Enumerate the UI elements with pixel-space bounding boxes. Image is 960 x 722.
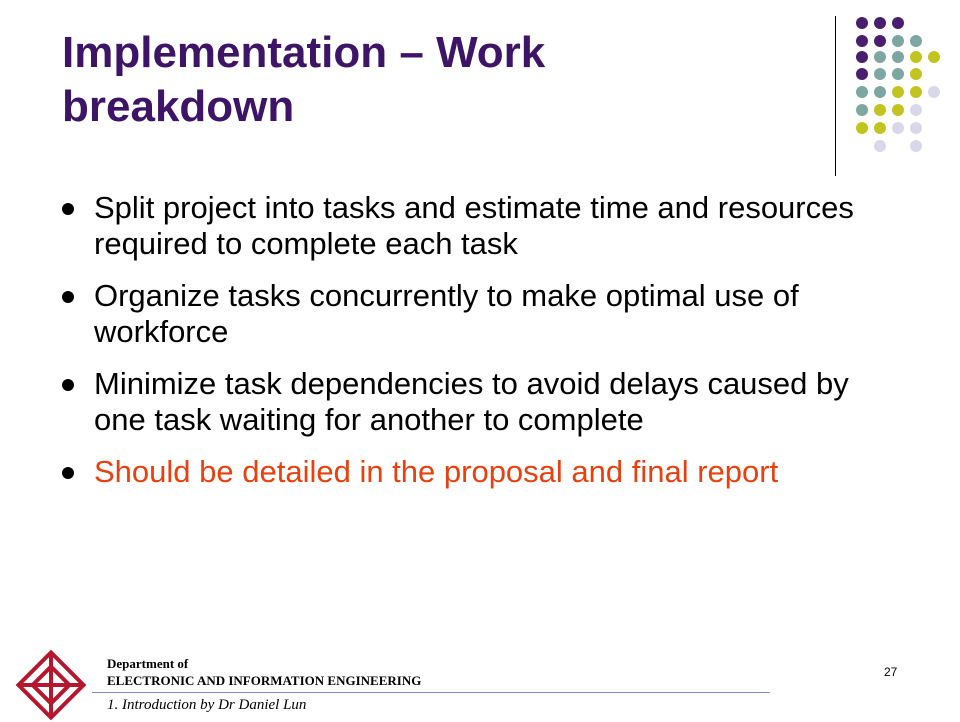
bullet-item-highlighted: [62, 454, 872, 490]
bullet-item: [62, 366, 872, 438]
dot: [874, 122, 886, 134]
bullet-item: [62, 278, 872, 350]
dot: [928, 86, 940, 98]
decorative-dot-grid: [0, 0, 960, 170]
department-label: [107, 655, 421, 689]
dot: [874, 68, 886, 80]
dot: [892, 122, 904, 134]
dot: [874, 51, 886, 63]
dot: [910, 68, 922, 80]
slide-title: Implementation – Work breakdown: [62, 28, 546, 131]
dot: [892, 51, 904, 63]
dot: [910, 140, 922, 152]
bullet-text: Split project into tasks and estimate time and resources required to complete each task: [94, 190, 854, 261]
dot: [856, 122, 868, 134]
dot: [892, 86, 904, 98]
university-logo-icon: [14, 648, 88, 722]
bullet-dot-icon: [62, 291, 74, 303]
bullet-dot-icon: [62, 203, 74, 215]
dot: [874, 17, 886, 29]
page-number: 27: [884, 665, 898, 679]
dot: [910, 51, 922, 63]
bullet-dot-icon: [62, 467, 74, 479]
dot: [874, 86, 886, 98]
bullet-item: [62, 190, 872, 262]
department-line-1: Department of: [107, 656, 189, 671]
bullet-list: [62, 190, 872, 506]
bullet-text: Minimize task dependencies to avoid delays caused by one task waiting for another to complete: [94, 366, 849, 437]
dot: [874, 140, 886, 152]
dot: [892, 104, 904, 116]
dot: [892, 35, 904, 47]
dot: [910, 104, 922, 116]
bullet-dot-icon: [62, 379, 74, 391]
bullet-text: Organize tasks concurrently to make optimal use of workforce: [94, 278, 799, 349]
dot: [856, 17, 868, 29]
dot: [874, 104, 886, 116]
course-label: 1. Introduction by Dr Daniel Lun: [107, 697, 307, 713]
department-line-2: ELECTRONIC AND INFORMATION ENGINEERING: [107, 673, 422, 688]
dot: [910, 86, 922, 98]
dot: [892, 17, 904, 29]
dot: [856, 35, 868, 47]
footer-divider: [92, 692, 770, 693]
dot: [910, 122, 922, 134]
dot: [856, 86, 868, 98]
dot: [856, 51, 868, 63]
bullet-text: Should be detailed in the proposal and final report: [94, 454, 779, 489]
dot: [856, 68, 868, 80]
dot: [928, 51, 940, 63]
dot: [856, 104, 868, 116]
dot: [892, 68, 904, 80]
dot: [910, 35, 922, 47]
dot: [874, 35, 886, 47]
